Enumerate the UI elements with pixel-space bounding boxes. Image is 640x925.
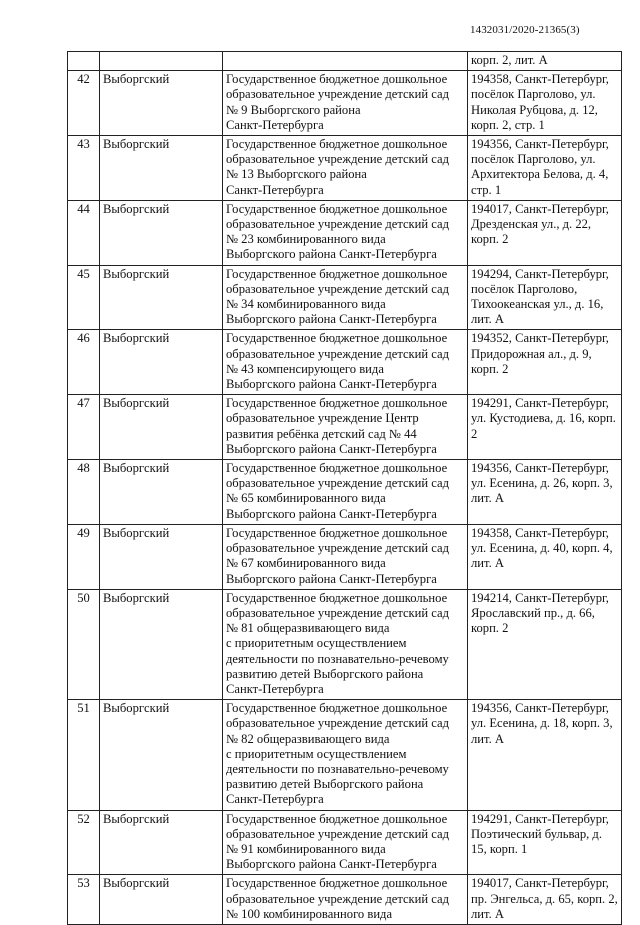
institution-name-line: Санкт-Петербурга: [226, 117, 324, 132]
address-cell: 194017, Санкт-Петербург, Дрезденская ул., д. 22, корп. 2: [468, 200, 622, 265]
institution-name-line: образовательное учреждение детский сад: [226, 152, 450, 167]
institution-name-cell: [223, 265, 468, 330]
institution-name-line: образовательное учреждение детский сад: [226, 87, 450, 102]
institution-name-line: Выборгского района Санкт-Петербурга: [226, 312, 437, 327]
institution-name-line: Государственное бюджетное дошкольное: [226, 72, 448, 87]
institution-name-line: Санкт-Петербурга: [226, 182, 324, 197]
institution-name-line: образовательное учреждение детский сад: [226, 217, 450, 232]
institution-name-line: Государственное бюджетное дошкольное: [226, 811, 448, 826]
institution-name-cell: [223, 136, 468, 201]
table-row: [68, 524, 622, 589]
table-row: [68, 395, 622, 460]
institution-name-line: Выборгского района Санкт-Петербурга: [226, 506, 437, 521]
institution-name-line: деятельности по познавательно-речевому: [226, 761, 449, 776]
institution-name-line: Государственное бюджетное дошкольное: [226, 331, 448, 346]
institution-name-line: образовательное учреждение детский сад: [226, 281, 450, 296]
address-cell: корп. 2, лит. А: [468, 52, 622, 71]
institution-name-cell: [223, 700, 468, 810]
address-cell: 194356, Санкт-Петербург, ул. Есенина, д. 26, корп. 3, лит. А: [468, 460, 622, 525]
institution-name-cell: [223, 810, 468, 875]
district-cell: Выборгский: [100, 395, 223, 460]
institution-name-line: № 13 Выборгского района: [226, 167, 367, 182]
table-row: [68, 200, 622, 265]
district-cell: [100, 52, 223, 71]
institution-name-line: развитию детей Выборгского района: [226, 666, 424, 681]
institution-name-line: № 100 комбинированного вида: [226, 906, 393, 921]
row-number-cell: 52: [68, 810, 100, 875]
row-number-cell: 43: [68, 136, 100, 201]
district-cell: Выборгский: [100, 265, 223, 330]
district-cell: Выборгский: [100, 200, 223, 265]
institution-name-line: № 34 комбинированного вида: [226, 297, 386, 312]
institution-name-cell: [223, 589, 468, 699]
district-cell: Выборгский: [100, 71, 223, 136]
institution-name-line: Государственное бюджетное дошкольное: [226, 266, 448, 281]
address-cell: 194291, Санкт-Петербург, ул. Кустодиева, д. 16, корп. 2: [468, 395, 622, 460]
address-cell: 194294, Санкт-Петербург, посёлок Парголово, Тихоокеанская ул., д. 16, лит. А: [468, 265, 622, 330]
address-cell: 194358, Санкт-Петербург, посёлок Парголово, ул. Николая Рубцова, д. 12, корп. 2, стр. 1: [468, 71, 622, 136]
institution-name-line: Государственное бюджетное дошкольное: [226, 590, 448, 605]
institution-name-cell: [223, 524, 468, 589]
district-cell: Выборгский: [100, 875, 223, 925]
institution-name-cell: [223, 460, 468, 525]
row-number-cell: 53: [68, 875, 100, 925]
institution-name-line: образовательное учреждение детский сад: [226, 826, 450, 841]
address-cell: 194356, Санкт-Петербург, ул. Есенина, д. 18, корп. 3, лит. А: [468, 700, 622, 810]
address-cell: 194356, Санкт-Петербург, посёлок Парголово, ул. Архитектора Белова, д. 4, стр. 1: [468, 136, 622, 201]
row-number-cell: 48: [68, 460, 100, 525]
institution-name-line: № 65 комбинированного вида: [226, 491, 386, 506]
table-row: [68, 810, 622, 875]
institution-name-line: Государственное бюджетное дошкольное: [226, 525, 448, 540]
table-row: [68, 265, 622, 330]
institution-name-cell: [223, 71, 468, 136]
institution-name-cell: [223, 200, 468, 265]
district-cell: Выборгский: [100, 700, 223, 810]
row-number-cell: 51: [68, 700, 100, 810]
institution-name-line: образовательное учреждение детский сад: [226, 605, 450, 620]
institution-name-line: Выборгского района Санкт-Петербурга: [226, 857, 437, 872]
institution-name-line: образовательное учреждение детский сад: [226, 541, 450, 556]
institution-name-line: Государственное бюджетное дошкольное: [226, 876, 448, 891]
table-row: [68, 700, 622, 810]
district-cell: Выборгский: [100, 524, 223, 589]
row-number-cell: 42: [68, 71, 100, 136]
institution-name-line: Выборгского района Санкт-Петербурга: [226, 441, 437, 456]
address-cell: 194214, Санкт-Петербург, Ярославский пр., д. 66, корп. 2: [468, 589, 622, 699]
row-number-cell: 49: [68, 524, 100, 589]
district-cell: Выборгский: [100, 589, 223, 699]
row-number-cell: 50: [68, 589, 100, 699]
institution-name-line: Государственное бюджетное дошкольное: [226, 461, 448, 476]
institution-name-line: Санкт-Петербурга: [226, 681, 324, 696]
institution-name-line: образовательное учреждение детский сад: [226, 346, 450, 361]
institution-name-line: образовательное учреждение детский сад: [226, 476, 450, 491]
table-row: [68, 589, 622, 699]
table-row: [68, 460, 622, 525]
institution-name-line: образовательное учреждение детский сад: [226, 716, 450, 731]
institution-name-line: развития ребёнка детский сад № 44: [226, 426, 417, 441]
table-row-continuation: [68, 52, 622, 71]
institution-name-line: Санкт-Петербурга: [226, 792, 324, 807]
institution-name-line: развитию детей Выборгского района: [226, 777, 424, 792]
institution-name-line: образовательное учреждение Центр: [226, 411, 419, 426]
row-number-cell: 44: [68, 200, 100, 265]
institution-name-cell: [223, 52, 468, 71]
institution-name-line: № 81 общеразвивающего вида: [226, 621, 390, 636]
row-number-cell: 47: [68, 395, 100, 460]
institution-name-line: № 91 комбинированного вида: [226, 841, 386, 856]
institution-name-line: № 23 комбинированного вида: [226, 232, 386, 247]
row-number-cell: [68, 52, 100, 71]
institution-name-line: с приоритетным осуществлением: [226, 746, 407, 761]
institution-name-line: деятельности по познавательно-речевому: [226, 651, 449, 666]
table-row: [68, 71, 622, 136]
address-cell: 194358, Санкт-Петербург, ул. Есенина, д. 40, корп. 4, лит. А: [468, 524, 622, 589]
district-cell: Выборгский: [100, 460, 223, 525]
table-row: [68, 136, 622, 201]
institution-name-cell: [223, 875, 468, 925]
address-cell: 194291, Санкт-Петербург, Поэтический бульвар, д. 15, корп. 1: [468, 810, 622, 875]
institution-name-line: Выборгского района Санкт-Петербурга: [226, 377, 437, 392]
institutions-table: [67, 51, 622, 925]
table-row: [68, 875, 622, 925]
institution-name-line: № 67 комбинированного вида: [226, 556, 386, 571]
district-cell: Выборгский: [100, 330, 223, 395]
institution-name-line: № 43 компенсирующего вида: [226, 361, 384, 376]
document-code: 1432031/2020-21365(3): [470, 24, 580, 36]
institution-name-line: № 82 общеразвивающего вида: [226, 731, 390, 746]
row-number-cell: 46: [68, 330, 100, 395]
address-cell: 194017, Санкт-Петербург, пр. Энгельса, д. 65, корп. 2, лит. А: [468, 875, 622, 925]
institution-name-cell: [223, 395, 468, 460]
institution-name-line: Государственное бюджетное дошкольное: [226, 201, 448, 216]
district-cell: Выборгский: [100, 136, 223, 201]
institution-name-line: Государственное бюджетное дошкольное: [226, 701, 448, 716]
address-cell: 194352, Санкт-Петербург, Придорожная ал., д. 9, корп. 2: [468, 330, 622, 395]
institution-name-line: Государственное бюджетное дошкольное: [226, 396, 448, 411]
institution-name-line: Государственное бюджетное дошкольное: [226, 137, 448, 152]
table-row: [68, 330, 622, 395]
institution-name-line: образовательное учреждение детский сад: [226, 891, 450, 906]
district-cell: Выборгский: [100, 810, 223, 875]
institution-name-line: Выборгского района Санкт-Петербурга: [226, 571, 437, 586]
institution-name-line: с приоритетным осуществлением: [226, 636, 407, 651]
row-number-cell: 45: [68, 265, 100, 330]
institution-name-cell: [223, 330, 468, 395]
institution-name-line: № 9 Выборгского района: [226, 102, 361, 117]
institution-name-line: Выборгского района Санкт-Петербурга: [226, 247, 437, 262]
